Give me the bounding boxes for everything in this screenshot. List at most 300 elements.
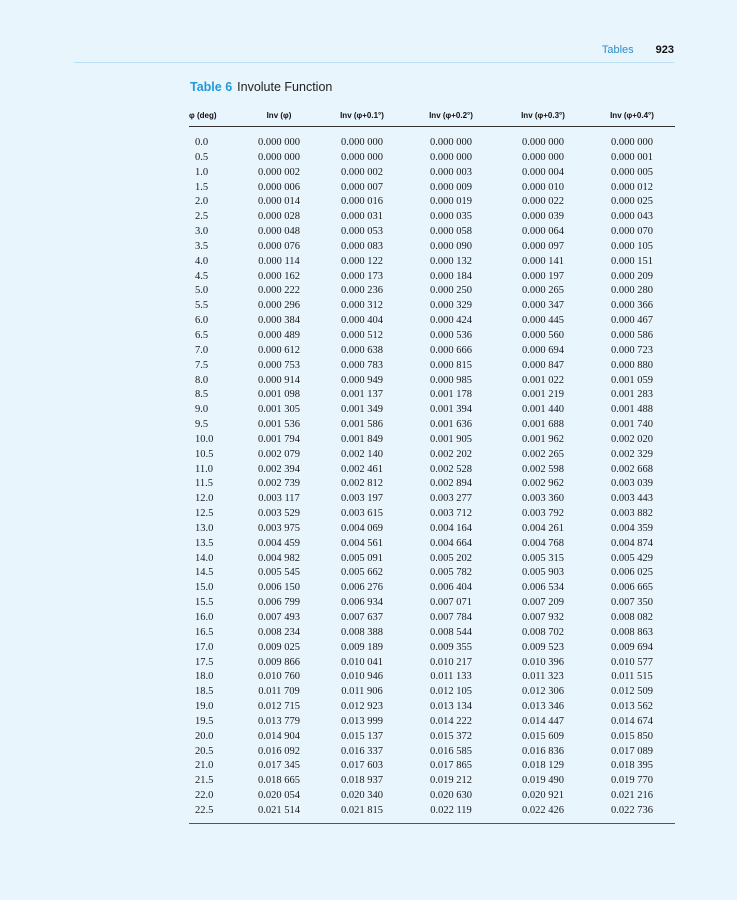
table-row	[189, 537, 675, 552]
involute-value-cell: 0.000 010	[522, 181, 564, 193]
involute-value-cell: 0.004 874	[611, 537, 653, 549]
involute-value-cell: 0.002 020	[611, 433, 653, 445]
involute-value-cell: 0.016 585	[430, 745, 472, 757]
column-header-inv-plus-0-3: Inv (φ+0.3°)	[497, 104, 589, 127]
involute-value-cell: 0.000 019	[430, 196, 472, 208]
involute-value-cell: 0.004 561	[341, 537, 383, 549]
involute-value-cell: 0.010 946	[341, 671, 383, 683]
involute-value-cell: 0.000 347	[522, 300, 564, 312]
involute-value-cell: 0.009 694	[611, 641, 653, 653]
involute-value-cell: 0.011 133	[430, 671, 472, 683]
involute-value-cell: 0.010 041	[341, 656, 383, 668]
involute-value-cell: 0.000 009	[430, 181, 472, 193]
involute-value-cell: 0.022 119	[405, 804, 497, 823]
column-header-inv-plus-0-2: Inv (φ+0.2°)	[405, 104, 497, 127]
header-rule	[74, 62, 674, 63]
involute-value-cell: 0.020 340	[341, 790, 383, 802]
involute-value-cell: 0.000 914	[258, 374, 300, 386]
involute-value-cell: 0.000 612	[258, 344, 300, 356]
involute-value-cell: 0.000 000	[258, 151, 300, 163]
involute-value-cell: 0.006 534	[522, 582, 564, 594]
involute-value-cell: 0.000 265	[522, 285, 564, 297]
angle-cell: 1.5	[195, 181, 209, 193]
involute-value-cell: 0.000 512	[341, 329, 383, 341]
involute-value-cell: 0.009 523	[522, 641, 564, 653]
involute-value-cell: 0.014 222	[430, 715, 472, 727]
angle-cell: 17.0	[195, 641, 214, 653]
involute-value-cell: 0.004 359	[611, 522, 653, 534]
involute-value-cell: 0.012 923	[341, 701, 383, 713]
table-row	[189, 700, 675, 715]
involute-value-cell: 0.018 665	[258, 775, 300, 787]
table-title: Involute Function	[237, 80, 333, 94]
table-row	[189, 581, 675, 596]
involute-value-cell: 0.003 117	[258, 493, 300, 505]
involute-value-cell: 0.012 306	[522, 686, 564, 698]
involute-value-cell: 0.000 000	[430, 137, 472, 148]
involute-value-cell: 0.010 760	[258, 671, 300, 683]
table-row	[189, 166, 675, 181]
involute-value-cell: 0.001 349	[341, 404, 383, 416]
involute-value-cell: 0.010 577	[611, 656, 653, 668]
involute-value-cell: 0.002 394	[258, 463, 300, 475]
involute-value-cell: 0.001 962	[522, 433, 564, 445]
involute-value-cell: 0.004 164	[430, 522, 472, 534]
angle-cell: 9.5	[195, 419, 209, 431]
involute-value-cell: 0.013 562	[611, 701, 653, 713]
table-row	[189, 566, 675, 581]
involute-value-cell: 0.006 665	[611, 582, 653, 594]
involute-value-cell: 0.002 079	[258, 448, 300, 460]
angle-cell: 2.0	[195, 196, 209, 208]
involute-value-cell: 0.020 630	[430, 790, 472, 802]
involute-value-cell: 0.015 609	[522, 730, 564, 742]
table-row	[189, 789, 675, 804]
involute-value-cell: 0.000 004	[522, 166, 564, 178]
involute-value-cell: 0.007 209	[522, 597, 564, 609]
involute-value-cell: 0.001 740	[611, 419, 653, 431]
angle-cell: 1.0	[195, 166, 209, 178]
involute-value-cell: 0.003 615	[341, 508, 383, 520]
involute-value-cell: 0.000 489	[258, 329, 300, 341]
involute-value-cell: 0.003 039	[611, 478, 653, 490]
involute-value-cell: 0.000 815	[430, 359, 472, 371]
involute-value-cell: 0.000 005	[611, 166, 653, 178]
angle-cell: 13.5	[195, 537, 214, 549]
involute-value-cell: 0.000 012	[611, 181, 653, 193]
running-head	[602, 44, 674, 56]
involute-value-cell: 0.002 739	[258, 478, 300, 490]
involute-value-cell: 0.014 447	[522, 715, 564, 727]
angle-cell: 6.5	[195, 329, 209, 341]
involute-value-cell: 0.000 173	[341, 270, 383, 282]
involute-value-cell: 0.008 388	[341, 626, 383, 638]
involute-value-cell: 0.001 283	[611, 389, 653, 401]
involute-value-cell: 0.000 753	[258, 359, 300, 371]
involute-value-cell: 0.006 934	[341, 597, 383, 609]
involute-value-cell: 0.002 812	[341, 478, 383, 490]
involute-value-cell: 0.000 445	[522, 315, 564, 327]
involute-value-cell: 0.000 184	[430, 270, 472, 282]
involute-value-cell: 0.003 443	[611, 493, 653, 505]
involute-value-cell: 0.002 598	[522, 463, 564, 475]
involute-value-cell: 0.017 865	[430, 760, 472, 772]
involute-value-cell: 0.000 053	[341, 226, 383, 238]
involute-value-cell: 0.002 528	[430, 463, 472, 475]
involute-value-cell: 0.000 007	[341, 181, 383, 193]
involute-value-cell: 0.000 467	[611, 315, 653, 327]
involute-value-cell: 0.003 277	[430, 493, 472, 505]
involute-value-cell: 0.007 637	[341, 612, 383, 623]
table-row	[189, 477, 675, 492]
involute-value-cell: 0.008 863	[611, 626, 653, 638]
involute-value-cell: 0.006 404	[430, 582, 472, 594]
involute-value-cell: 0.004 459	[258, 537, 300, 549]
angle-cell: 11.5	[195, 478, 213, 490]
angle-cell: 14.0	[195, 552, 214, 564]
involute-value-cell: 0.001 536	[258, 419, 300, 431]
angle-cell: 17.5	[195, 656, 214, 668]
table-row	[189, 730, 675, 745]
angle-cell: 22.0	[195, 790, 214, 802]
table-row	[189, 685, 675, 700]
table-row	[189, 507, 675, 522]
angle-cell: 0.0	[195, 137, 209, 148]
involute-value-cell: 0.016 836	[522, 745, 564, 757]
involute-value-cell: 0.021 815	[319, 804, 405, 823]
involute-value-cell: 0.015 372	[430, 730, 472, 742]
table-row	[189, 433, 675, 448]
angle-cell: 16.0	[195, 612, 214, 623]
involute-value-cell: 0.000 028	[258, 211, 300, 223]
involute-value-cell: 0.007 350	[611, 597, 653, 609]
involute-value-cell: 0.005 782	[430, 567, 472, 579]
involute-value-cell: 0.003 529	[258, 508, 300, 520]
involute-value-cell: 0.000 001	[611, 151, 653, 163]
angle-cell: 15.5	[195, 597, 214, 609]
involute-value-cell: 0.000 000	[341, 151, 383, 163]
table-row	[189, 774, 675, 789]
table-row	[189, 225, 675, 240]
table-row	[189, 374, 675, 389]
table-row	[189, 611, 675, 626]
involute-value-cell: 0.000 197	[522, 270, 564, 282]
involute-value-cell: 0.001 059	[611, 374, 653, 386]
angle-cell: 12.0	[195, 493, 214, 505]
involute-value-cell: 0.002 329	[611, 448, 653, 460]
involute-value-cell: 0.002 668	[611, 463, 653, 475]
involute-value-cell: 0.002 894	[430, 478, 472, 490]
involute-value-cell: 0.009 025	[258, 641, 300, 653]
involute-value-cell: 0.000 296	[258, 300, 300, 312]
header-row	[189, 104, 675, 127]
table-row	[189, 759, 675, 774]
involute-value-cell: 0.006 276	[341, 582, 383, 594]
angle-cell: 7.0	[195, 344, 209, 356]
involute-value-cell: 0.000 141	[522, 255, 564, 267]
involute-value-cell: 0.000 312	[341, 300, 383, 312]
angle-cell: 19.0	[195, 701, 214, 713]
involute-value-cell: 0.015 850	[611, 730, 653, 742]
table-row	[189, 448, 675, 463]
table-body	[189, 127, 675, 824]
involute-value-cell: 0.000 847	[522, 359, 564, 371]
column-header-inv-plus-0-1: Inv (φ+0.1°)	[319, 104, 405, 127]
column-header-inv-plus-0-4: Inv (φ+0.4°)	[589, 104, 675, 127]
involute-value-cell: 0.013 999	[341, 715, 383, 727]
involute-value-cell: 0.019 770	[611, 775, 653, 787]
involute-value-cell: 0.012 105	[430, 686, 472, 698]
involute-value-cell: 0.000 985	[430, 374, 472, 386]
involute-value-cell: 0.014 904	[258, 730, 300, 742]
involute-value-cell: 0.000 880	[611, 359, 653, 371]
involute-value-cell: 0.016 337	[341, 745, 383, 757]
involute-value-cell: 0.000 002	[258, 166, 300, 178]
involute-value-cell: 0.007 493	[258, 612, 300, 623]
involute-value-cell: 0.005 903	[522, 567, 564, 579]
angle-cell: 8.5	[195, 389, 209, 401]
involute-value-cell: 0.000 151	[611, 255, 653, 267]
involute-value-cell: 0.001 305	[258, 404, 300, 416]
involute-value-cell: 0.018 129	[522, 760, 564, 772]
involute-value-cell: 0.011 323	[522, 671, 564, 683]
table-row	[189, 418, 675, 433]
involute-value-cell: 0.000 384	[258, 315, 300, 327]
involute-value-cell: 0.011 906	[341, 686, 383, 698]
involute-value-cell: 0.022 426	[497, 804, 589, 823]
involute-value-cell: 0.000 560	[522, 329, 564, 341]
table-row	[189, 255, 675, 270]
involute-value-cell: 0.019 490	[522, 775, 564, 787]
involute-value-cell: 0.000 209	[611, 270, 653, 282]
involute-value-cell: 0.022 736	[589, 804, 675, 823]
involute-value-cell: 0.000 064	[522, 226, 564, 238]
involute-value-cell: 0.013 134	[430, 701, 472, 713]
section-name: Tables	[601, 44, 634, 56]
involute-value-cell: 0.005 202	[430, 552, 472, 564]
angle-cell: 20.5	[195, 745, 214, 757]
involute-value-cell: 0.017 089	[611, 745, 653, 757]
involute-value-cell: 0.000 016	[341, 196, 383, 208]
involute-value-cell: 0.001 586	[341, 419, 383, 431]
involute-value-cell: 0.000 638	[341, 344, 383, 356]
table-row	[189, 463, 675, 478]
involute-value-cell: 0.008 234	[258, 626, 300, 638]
involute-value-cell: 0.018 937	[341, 775, 383, 787]
table-row	[189, 284, 675, 299]
angle-cell: 20.0	[195, 730, 214, 742]
table-row	[189, 181, 675, 196]
table-row	[189, 344, 675, 359]
involute-value-cell: 0.000 000	[258, 137, 300, 148]
involute-value-cell: 0.000 076	[258, 240, 300, 252]
angle-cell: 11.0	[195, 463, 213, 475]
involute-value-cell: 0.020 054	[258, 790, 300, 802]
table-row	[189, 745, 675, 760]
involute-value-cell: 0.003 975	[258, 522, 300, 534]
involute-value-cell: 0.000 949	[341, 374, 383, 386]
angle-cell: 21.5	[195, 775, 214, 787]
involute-value-cell: 0.021 216	[611, 790, 653, 802]
involute-value-cell: 0.007 932	[522, 612, 564, 623]
involute-value-cell: 0.000 083	[341, 240, 383, 252]
involute-value-cell: 0.009 355	[430, 641, 472, 653]
involute-value-cell: 0.006 799	[258, 597, 300, 609]
table-row	[189, 626, 675, 641]
table-row	[189, 596, 675, 611]
involute-value-cell: 0.000 000	[430, 151, 472, 163]
involute-value-cell: 0.001 219	[522, 389, 564, 401]
involute-value-cell: 0.003 792	[522, 508, 564, 520]
involute-value-cell: 0.001 098	[258, 389, 300, 401]
involute-value-cell: 0.008 082	[611, 612, 653, 623]
involute-value-cell: 0.000 222	[258, 285, 300, 297]
involute-value-cell: 0.000 000	[341, 137, 383, 148]
involute-value-cell: 0.006 150	[258, 582, 300, 594]
involute-value-cell: 0.000 000	[522, 151, 564, 163]
involute-value-cell: 0.000 006	[258, 181, 300, 193]
involute-value-cell: 0.000 280	[611, 285, 653, 297]
involute-value-cell: 0.005 091	[341, 552, 383, 564]
table-caption	[190, 80, 332, 94]
angle-cell: 0.5	[195, 151, 209, 163]
involute-value-cell: 0.000 424	[430, 315, 472, 327]
involute-value-cell: 0.013 779	[258, 715, 300, 727]
involute-value-cell: 0.000 025	[611, 196, 653, 208]
involute-value-cell: 0.000 000	[522, 137, 564, 148]
involute-value-cell: 0.015 137	[341, 730, 383, 742]
involute-value-cell: 0.013 346	[522, 701, 564, 713]
angle-cell: 7.5	[195, 359, 209, 371]
involute-value-cell: 0.005 545	[258, 567, 300, 579]
involute-value-cell: 0.000 162	[258, 270, 300, 282]
involute-value-cell: 0.011 709	[258, 686, 300, 698]
involute-value-cell: 0.010 217	[430, 656, 472, 668]
column-header-deg: φ (deg)	[189, 104, 239, 127]
angle-cell: 19.5	[195, 715, 214, 727]
involute-value-cell: 0.017 603	[341, 760, 383, 772]
involute-value-cell: 0.018 395	[611, 760, 653, 772]
table-row	[189, 804, 675, 823]
involute-value-cell: 0.001 440	[522, 404, 564, 416]
involute-value-cell: 0.000 586	[611, 329, 653, 341]
involute-value-cell: 0.000 536	[430, 329, 472, 341]
involute-value-cell: 0.021 514	[239, 804, 319, 823]
angle-cell: 14.5	[195, 567, 214, 579]
table-row	[189, 151, 675, 166]
angle-cell: 21.0	[195, 760, 214, 772]
involute-value-cell: 0.020 921	[522, 790, 564, 802]
table-row	[189, 670, 675, 685]
involute-value-cell: 0.004 982	[258, 552, 300, 564]
involute-value-cell: 0.012 715	[258, 701, 300, 713]
involute-value-cell: 0.000 666	[430, 344, 472, 356]
angle-cell: 6.0	[195, 315, 209, 327]
table-row	[189, 210, 675, 225]
involute-value-cell: 0.005 315	[522, 552, 564, 564]
involute-value-cell: 0.000 070	[611, 226, 653, 238]
page-number: 923	[655, 44, 674, 56]
involute-value-cell: 0.000 022	[522, 196, 564, 208]
involute-value-cell: 0.001 636	[430, 419, 472, 431]
involute-value-cell: 0.003 882	[611, 508, 653, 520]
angle-cell: 18.0	[195, 671, 214, 683]
involute-value-cell: 0.004 069	[341, 522, 383, 534]
table-row	[189, 299, 675, 314]
involute-value-cell: 0.005 662	[341, 567, 383, 579]
angle-cell: 10.5	[195, 448, 214, 460]
table-row	[189, 656, 675, 671]
table-row	[189, 552, 675, 567]
involute-value-cell: 0.000 058	[430, 226, 472, 238]
involute-value-cell: 0.001 137	[341, 389, 383, 401]
involute-value-cell: 0.017 345	[258, 760, 300, 772]
angle-cell: 8.0	[195, 374, 209, 386]
angle-cell: 15.0	[195, 582, 214, 594]
involute-value-cell: 0.000 039	[522, 211, 564, 223]
involute-value-cell: 0.000 122	[341, 255, 383, 267]
angle-cell: 18.5	[195, 686, 214, 698]
involute-value-cell: 0.009 189	[341, 641, 383, 653]
involute-value-cell: 0.004 261	[522, 522, 564, 534]
table-row	[189, 195, 675, 210]
involute-value-cell: 0.001 488	[611, 404, 653, 416]
angle-cell: 9.0	[195, 404, 209, 416]
involute-value-cell: 0.003 712	[430, 508, 472, 520]
involute-value-cell: 0.004 768	[522, 537, 564, 549]
involute-value-cell: 0.012 509	[611, 686, 653, 698]
involute-value-cell: 0.000 783	[341, 359, 383, 371]
angle-cell: 4.0	[195, 255, 209, 267]
involute-value-cell: 0.000 404	[341, 315, 383, 327]
involute-value-cell: 0.000 132	[430, 255, 472, 267]
angle-cell: 4.5	[195, 270, 209, 282]
involute-value-cell: 0.000 097	[522, 240, 564, 252]
involute-value-cell: 0.000 031	[341, 211, 383, 223]
column-header-inv: Inv (φ)	[239, 104, 319, 127]
angle-cell: 22.5	[189, 804, 239, 823]
table-row	[189, 388, 675, 403]
involute-value-cell: 0.019 212	[430, 775, 472, 787]
involute-value-cell: 0.001 394	[430, 404, 472, 416]
angle-cell: 12.5	[195, 508, 214, 520]
involute-value-cell: 0.014 674	[611, 715, 653, 727]
table-row	[189, 329, 675, 344]
table-label: Table 6	[190, 80, 233, 94]
involute-value-cell: 0.000 035	[430, 211, 472, 223]
involute-value-cell: 0.002 962	[522, 478, 564, 490]
angle-cell: 13.0	[195, 522, 214, 534]
involute-value-cell: 0.007 071	[430, 597, 472, 609]
involute-value-cell: 0.016 092	[258, 745, 300, 757]
involute-value-cell: 0.001 905	[430, 433, 472, 445]
involute-value-cell: 0.008 544	[430, 626, 472, 638]
involute-value-cell: 0.011 515	[611, 671, 653, 683]
table-row	[189, 127, 675, 151]
involute-value-cell: 0.000 000	[611, 137, 653, 148]
angle-cell: 3.0	[195, 226, 209, 238]
table-row	[189, 641, 675, 656]
involute-table	[189, 104, 675, 824]
involute-value-cell: 0.000 048	[258, 226, 300, 238]
involute-value-cell: 0.010 396	[522, 656, 564, 668]
table-row	[189, 403, 675, 418]
involute-value-cell: 0.002 202	[430, 448, 472, 460]
involute-value-cell: 0.000 105	[611, 240, 653, 252]
involute-value-cell: 0.000 003	[430, 166, 472, 178]
involute-value-cell: 0.001 022	[522, 374, 564, 386]
angle-cell: 16.5	[195, 626, 214, 638]
